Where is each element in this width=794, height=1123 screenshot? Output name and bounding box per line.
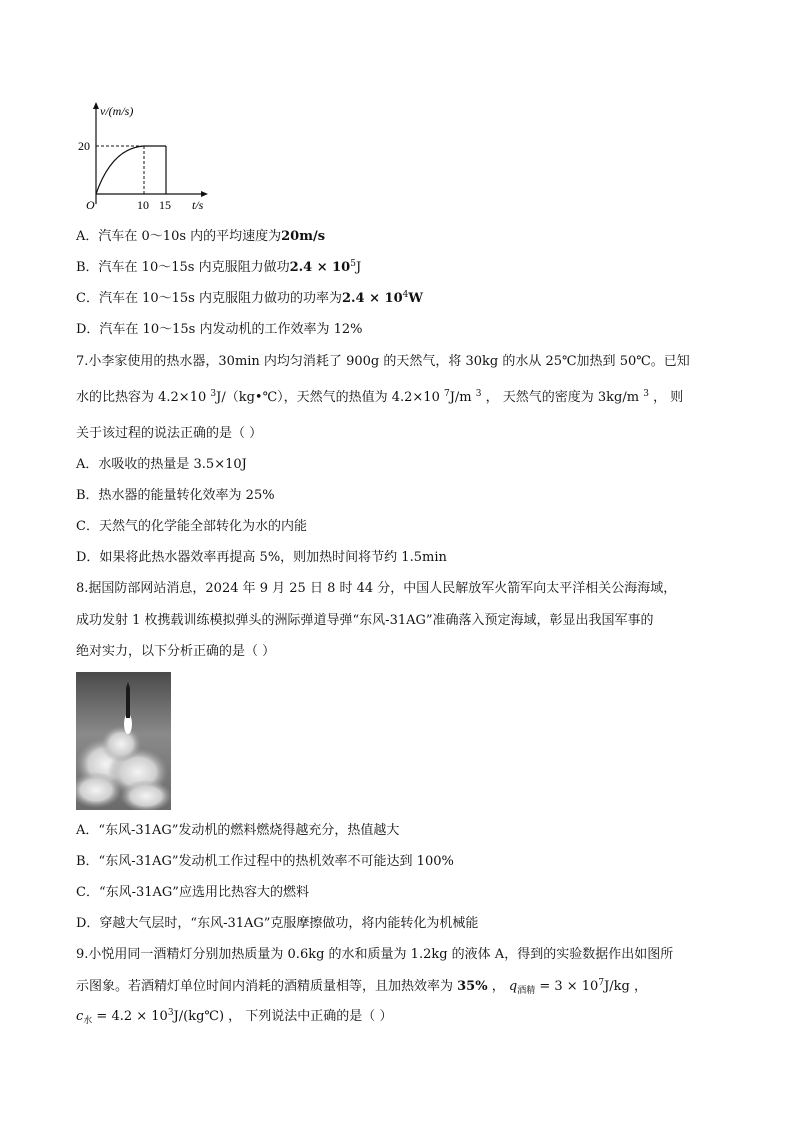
q6-option-a xyxy=(76,228,325,246)
q7-l2-f: 3 xyxy=(475,389,482,399)
q7-l2-g: ， 天然气的密度为 3kg/m xyxy=(481,390,644,405)
q8-stem-line2: 成功发射 1 枚携载训练模拟弹头的洲际弹道导弹“东风-31AG”准确落入预定海域，彰显出我国军事的 xyxy=(76,613,654,628)
q6-b-value: 2.4 × 10 xyxy=(289,260,351,275)
q9-l2-c: ， xyxy=(629,979,648,994)
q9-l2-b: ， xyxy=(487,979,509,994)
q6-a-text: A．汽车在 0～10s 内的平均速度为 xyxy=(76,229,282,244)
q6-a-value: 20m/s xyxy=(281,229,326,244)
q9-c-unit: J/(kg℃) xyxy=(173,1009,225,1024)
velocity-time-graph xyxy=(76,100,216,216)
q7-l2-b: 3 xyxy=(210,389,217,399)
q8-stem-line1: 8.据国防部网站消息，2024 年 9 月 25 日 8 时 44 分，中国人民解放军火箭军向太平洋相关公海海域， xyxy=(76,581,677,596)
q7-option-c: C．天然气的化学能全部转化为水的内能 xyxy=(76,519,307,534)
q7-l2-d: 7 xyxy=(443,389,450,399)
q9-c-sub: 水 xyxy=(83,1016,93,1026)
q7-l2-e: J/m xyxy=(449,390,476,405)
origin-label: O xyxy=(86,198,95,212)
q7-option-a: A．水吸收的热量是 3.5×10J xyxy=(76,457,247,472)
q6-c-value: 2.4 × 10 xyxy=(341,291,403,306)
q7-stem-line1: 7.小李家使用的热水器，30min 内均匀消耗了 900g 的天然气，将 30kg 的水从 25℃加热到 50℃。已知 xyxy=(76,354,690,369)
q9-c-value: = 4.2 × 10 xyxy=(92,1009,168,1024)
y-axis-label: v/(m/s) xyxy=(100,104,134,118)
q8-stem-line3: 绝对实力，以下分析正确的是（ ） xyxy=(76,644,276,659)
y-tick-20: 20 xyxy=(78,139,90,153)
q7-stem-line3: 关于该过程的说法正确的是（ ） xyxy=(76,426,263,441)
q9-stem-line1: 9.小悦用同一酒精灯分别加热质量为 0.6kg 的水和质量为 1.2kg 的液体 A，得到的实验数据作出如图所 xyxy=(76,947,674,962)
q9-q-unit: J/kg xyxy=(604,979,630,994)
q9-c-exp: 3 xyxy=(167,1008,174,1018)
x-tick-10: 10 xyxy=(137,198,149,212)
q6-option-c xyxy=(76,290,423,308)
q6-c-text: C．汽车在 10～15s 内克服阻力做功的功率为 xyxy=(76,291,342,306)
q7-option-d: D．如果将此热水器效率再提高 5%，则加热时间将节约 1.5min xyxy=(76,550,447,565)
q9-efficiency: 35% xyxy=(457,979,488,994)
q9-q-sub: 酒精 xyxy=(517,986,536,996)
q6-b-unit: J xyxy=(355,260,362,275)
q8-option-c: C．“东风-31AG”应选用比热容大的燃料 xyxy=(76,885,309,900)
x-tick-15: 15 xyxy=(159,198,171,212)
q7-l2-c: J/（kg•℃），天然气的热值为 4.2×10 xyxy=(216,390,444,405)
q6-b-text: B．汽车在 10～15s 内克服阻力做功 xyxy=(76,260,290,275)
q6-b-exp: 5 xyxy=(350,259,356,269)
q9-q-symbol: q xyxy=(508,979,518,994)
q9-l3-text: ， 下列说法中正确的是（ ） xyxy=(224,1009,393,1024)
q8-option-b: B．“东风-31AG”发动机工作过程中的热机效率不可能达到 100% xyxy=(76,854,454,869)
q9-q-value: = 3 × 10 xyxy=(535,979,599,994)
x-axis-label: t/s xyxy=(192,198,204,212)
missile-launch-photo xyxy=(76,672,171,810)
q9-stem-line2 xyxy=(76,978,647,996)
q7-option-b: B．热水器的能量转化效率为 25% xyxy=(76,488,275,503)
q9-c-symbol: c xyxy=(76,1009,84,1024)
q9-stem-line3 xyxy=(76,1008,392,1026)
q9-q-exp: 7 xyxy=(598,978,605,988)
q6-c-exp: 4 xyxy=(402,290,409,300)
q7-l2-a: 水的比热容为 4.2×10 xyxy=(76,390,211,405)
q9-l2-a: 示图象。若酒精灯单位时间内消耗的酒精质量相等，且加热效率为 xyxy=(76,979,458,994)
q8-option-a: A．“东风-31AG”发动机的燃料燃烧得越充分，热值越大 xyxy=(76,823,400,838)
q6-c-unit: W xyxy=(408,291,423,306)
q6-option-d: D．汽车在 10～15s 内发动机的工作效率为 12% xyxy=(76,322,363,337)
q7-l2-i: ， 则 xyxy=(648,390,684,405)
q7-stem-line2 xyxy=(76,389,683,407)
q6-option-b xyxy=(76,259,361,277)
q7-l2-h: 3 xyxy=(643,389,649,399)
q8-option-d: D．穿越大气层时，“东风-31AG”克服摩擦做功，将内能转化为机械能 xyxy=(76,916,479,931)
